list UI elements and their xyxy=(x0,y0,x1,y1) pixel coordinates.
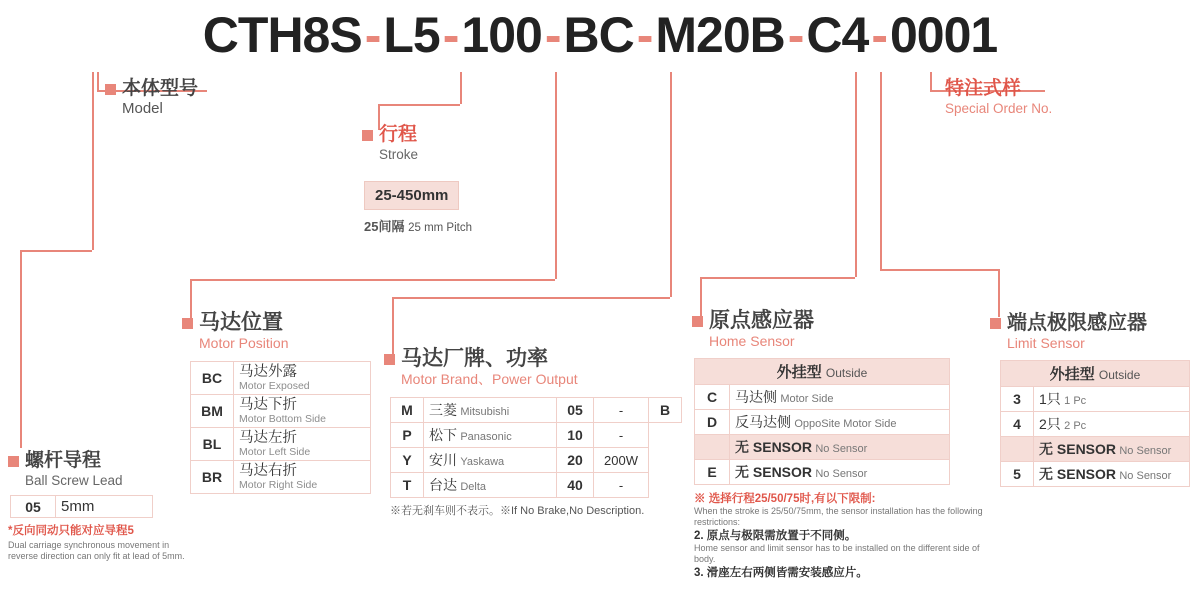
table-row xyxy=(11,496,153,518)
leader-line-ball-screw-up xyxy=(92,72,94,250)
home-sensor-title-cn: 原点感应器 xyxy=(709,309,814,332)
bullet-square-icon xyxy=(105,84,116,95)
motor-brand-name-cn: 三菱 xyxy=(429,402,457,418)
motor-power-code: 05 xyxy=(557,398,594,423)
motor-position-desc xyxy=(234,428,371,461)
motor-position-table xyxy=(190,361,371,494)
table-row xyxy=(1001,412,1190,437)
home-sensor-desc-cn: 无 SENSOR xyxy=(735,464,813,480)
motor-brand-note: ※若无刹车则不表示。※If No Brake,No Description. xyxy=(390,505,645,517)
code-segment-4: M20B xyxy=(655,7,785,63)
table-row xyxy=(391,423,682,448)
motor-brand-name-en: Yaskawa xyxy=(460,456,505,468)
motor-brand-title-cn: 马达厂牌、功率 xyxy=(401,347,548,370)
motor-power-code: 20 xyxy=(557,448,594,473)
home-sensor-note-en: Home sensor and limit sensor has to be installed on the different side of body. xyxy=(694,543,980,564)
code-segment-5: C4 xyxy=(806,7,869,63)
table-row xyxy=(191,362,371,395)
table-row xyxy=(191,428,371,461)
motor-brake-code xyxy=(649,423,682,448)
limit-sensor-code: 5 xyxy=(1001,462,1034,487)
ball-screw-note-en: Dual carriage synchronous movement in reverse direction can only fit at lead of 5mm. xyxy=(8,540,185,561)
limit-sensor-header xyxy=(1001,361,1190,387)
bullet-square-icon xyxy=(384,354,395,365)
leader-line-motor-brand xyxy=(392,297,670,299)
home-sensor-code: C xyxy=(695,385,730,410)
motor-position-code: BM xyxy=(191,395,234,428)
leader-line-limit-sensor xyxy=(880,269,998,271)
table-row xyxy=(191,461,371,494)
motor-position-desc xyxy=(234,395,371,428)
leader-line-motor-position xyxy=(190,279,555,281)
block-limit-sensor xyxy=(990,312,1190,487)
motor-position-desc-cn: 马达下折 xyxy=(239,397,297,413)
limit-sensor-code: 4 xyxy=(1001,412,1034,437)
leader-line-stroke xyxy=(460,72,462,104)
motor-power-value: 200W xyxy=(594,448,649,473)
home-sensor-title-en: Home Sensor xyxy=(709,333,795,349)
home-sensor-code xyxy=(695,435,730,460)
limit-sensor-desc-cn: 无 SENSOR xyxy=(1039,466,1117,482)
motor-position-desc-cn: 马达右折 xyxy=(239,463,297,479)
table-row xyxy=(695,460,950,485)
block-special-order xyxy=(945,78,1052,117)
motor-position-desc-en: Motor Exposed xyxy=(239,380,310,392)
motor-brake-code xyxy=(649,448,682,473)
limit-sensor-code: 3 xyxy=(1001,387,1034,412)
motor-position-desc-cn: 马达外露 xyxy=(239,364,297,380)
motor-position-code: BC xyxy=(191,362,234,395)
home-sensor-header-en: Outside xyxy=(825,366,868,380)
motor-brand-name-cn: 安川 xyxy=(429,452,457,468)
ball-screw-code: 05 xyxy=(11,496,56,518)
limit-sensor-desc-en: No Sensor xyxy=(1119,470,1172,482)
leader-line-motor-brand xyxy=(392,297,394,354)
stroke-range: 25-450mm xyxy=(364,181,459,210)
home-sensor-note-cn: ※ 选择行程25/50/75时,有以下限制: xyxy=(694,493,876,505)
motor-brand-name xyxy=(424,398,557,423)
motor-brand-name-cn: 台达 xyxy=(429,477,457,493)
motor-brake-code xyxy=(649,473,682,498)
code-separator: - xyxy=(787,7,804,63)
home-sensor-desc-cn: 无 SENSOR xyxy=(735,439,813,455)
bullet-square-icon xyxy=(990,318,1001,329)
ball-screw-value: 5mm xyxy=(56,496,153,518)
limit-sensor-desc xyxy=(1034,387,1190,412)
motor-brand-name-en: Mitsubishi xyxy=(460,406,510,418)
code-separator: - xyxy=(364,7,381,63)
block-model xyxy=(105,78,198,117)
home-sensor-desc xyxy=(730,385,950,410)
limit-sensor-header-en: Outside xyxy=(1098,368,1141,382)
limit-sensor-desc-cn: 1只 xyxy=(1039,391,1061,407)
home-sensor-header-cn: 外挂型 xyxy=(776,364,822,381)
code-separator: - xyxy=(871,7,887,63)
block-home-sensor xyxy=(692,310,984,580)
motor-power-code: 10 xyxy=(557,423,594,448)
special-order-title-en: Special Order No. xyxy=(945,101,1053,116)
block-motor-brand xyxy=(384,348,682,518)
leader-line-limit-sensor xyxy=(880,72,882,269)
leader-line-ball-screw xyxy=(20,250,22,448)
leader-line-ball-screw xyxy=(20,250,92,252)
home-sensor-desc xyxy=(730,435,950,460)
motor-brand-code: Y xyxy=(391,448,424,473)
home-sensor-note-en: When the stroke is 25/50/75mm, the sensor installation has the following restrictions: xyxy=(694,506,983,527)
bullet-square-icon xyxy=(362,130,373,141)
home-sensor-desc-cn: 马达侧 xyxy=(735,389,777,405)
ball-screw-title-cn: 螺杆导程 xyxy=(25,450,102,471)
motor-position-desc xyxy=(234,362,371,395)
limit-sensor-code xyxy=(1001,437,1034,462)
stroke-pitch-en: 25 mm Pitch xyxy=(408,222,473,234)
limit-sensor-desc-en: 2 Pc xyxy=(1064,420,1087,432)
motor-brand-name xyxy=(424,473,557,498)
motor-brand-table xyxy=(390,397,682,498)
motor-power-value: - xyxy=(594,423,649,448)
home-sensor-note-cn: 3. 滑座左右两侧皆需安装感应片。 xyxy=(694,567,868,579)
home-sensor-code: E xyxy=(695,460,730,485)
stroke-title-cn: 行程 xyxy=(379,124,418,145)
block-stroke xyxy=(362,124,472,235)
table-row xyxy=(391,398,682,423)
ball-screw-title-en: Ball Screw Lead xyxy=(25,473,123,488)
leader-line-home-sensor xyxy=(700,277,855,279)
motor-brand-code: T xyxy=(391,473,424,498)
motor-brand-title-en: Motor Brand、Power Output xyxy=(401,371,578,387)
ball-screw-note-cn: *反向同动只能对应导程5 xyxy=(8,525,134,537)
limit-sensor-desc xyxy=(1034,437,1190,462)
motor-position-desc-cn: 马达左折 xyxy=(239,430,297,446)
table-header-row xyxy=(1001,361,1190,387)
motor-power-value: - xyxy=(594,473,649,498)
motor-brand-code: M xyxy=(391,398,424,423)
code-segment-2: 100 xyxy=(461,7,542,63)
table-row xyxy=(391,473,682,498)
limit-sensor-desc-cn: 无 SENSOR xyxy=(1039,441,1117,457)
table-row xyxy=(191,395,371,428)
limit-sensor-desc-cn: 2只 xyxy=(1039,416,1061,432)
home-sensor-desc-en: No Sensor xyxy=(815,443,868,455)
leader-line-motor-position xyxy=(555,72,557,279)
model-title-en: Model xyxy=(122,100,163,117)
limit-sensor-desc xyxy=(1034,462,1190,487)
ball-screw-table xyxy=(10,495,153,518)
table-row xyxy=(1001,437,1190,462)
table-row xyxy=(1001,387,1190,412)
home-sensor-desc-en: OppoSite Motor Side xyxy=(794,418,897,430)
home-sensor-table xyxy=(694,358,950,485)
leader-line-home-sensor xyxy=(855,72,857,277)
motor-brand-name-en: Delta xyxy=(460,481,487,493)
code-segment-3: BC xyxy=(563,7,634,63)
stroke-pitch-cn: 25间隔 xyxy=(364,219,405,234)
limit-sensor-title-cn: 端点极限感应器 xyxy=(1007,312,1147,334)
home-sensor-code: D xyxy=(695,410,730,435)
motor-brand-name-en: Panasonic xyxy=(460,431,512,443)
motor-position-title-en: Motor Position xyxy=(199,335,289,351)
bullet-square-icon xyxy=(692,316,703,327)
limit-sensor-table xyxy=(1000,360,1190,487)
table-row xyxy=(695,410,950,435)
motor-position-desc-en: Motor Right Side xyxy=(239,479,318,491)
table-header-row xyxy=(695,359,950,385)
motor-brand-code: P xyxy=(391,423,424,448)
leader-line-model xyxy=(97,72,99,90)
motor-brand-name xyxy=(424,448,557,473)
limit-sensor-title-en: Limit Sensor xyxy=(1007,335,1085,351)
home-sensor-desc xyxy=(730,460,950,485)
code-separator: - xyxy=(442,7,459,63)
motor-position-desc-en: Motor Left Side xyxy=(239,446,311,458)
home-sensor-note-cn: 2. 原点与极限需放置于不同侧。 xyxy=(694,530,857,542)
leader-line-motor-brand xyxy=(670,72,672,297)
home-sensor-header xyxy=(695,359,950,385)
home-sensor-desc-en: No Sensor xyxy=(815,468,868,480)
motor-position-code: BR xyxy=(191,461,234,494)
table-row xyxy=(695,385,950,410)
motor-brand-name-cn: 松下 xyxy=(429,427,457,443)
motor-position-desc-en: Motor Bottom Side xyxy=(239,413,326,425)
motor-power-code: 40 xyxy=(557,473,594,498)
leader-line-limit-sensor xyxy=(998,269,1000,317)
motor-power-value: - xyxy=(594,398,649,423)
code-segment-0: CTH8S xyxy=(202,7,362,63)
table-row xyxy=(391,448,682,473)
code-segment-6: 0001 xyxy=(889,7,998,63)
model-title-cn: 本体型号 xyxy=(122,78,199,99)
limit-sensor-desc-en: 1 Pc xyxy=(1064,395,1087,407)
motor-position-title-cn: 马达位置 xyxy=(199,311,283,334)
leader-line-special-order xyxy=(930,72,932,90)
block-motor-position xyxy=(182,312,371,494)
table-row xyxy=(1001,462,1190,487)
motor-position-code: BL xyxy=(191,428,234,461)
block-ball-screw-lead xyxy=(8,450,188,561)
motor-brake-code: B xyxy=(649,398,682,423)
bullet-square-icon xyxy=(8,456,19,467)
limit-sensor-desc-en: No Sensor xyxy=(1119,445,1172,457)
limit-sensor-desc xyxy=(1034,412,1190,437)
motor-position-desc xyxy=(234,461,371,494)
limit-sensor-header-cn: 外挂型 xyxy=(1049,366,1095,383)
code-segment-1: L5 xyxy=(383,7,440,63)
bullet-square-icon xyxy=(182,318,193,329)
code-separator: - xyxy=(544,7,561,63)
home-sensor-desc-cn: 反马达侧 xyxy=(735,414,791,430)
motor-brand-name xyxy=(424,423,557,448)
model-code xyxy=(0,6,1200,64)
home-sensor-desc-en: Motor Side xyxy=(780,393,834,405)
table-row xyxy=(695,435,950,460)
code-separator: - xyxy=(636,7,653,63)
home-sensor-desc xyxy=(730,410,950,435)
leader-line-stroke xyxy=(378,104,460,106)
stroke-title-en: Stroke xyxy=(379,147,419,162)
special-order-title-cn: 特注式样 xyxy=(945,78,1022,99)
